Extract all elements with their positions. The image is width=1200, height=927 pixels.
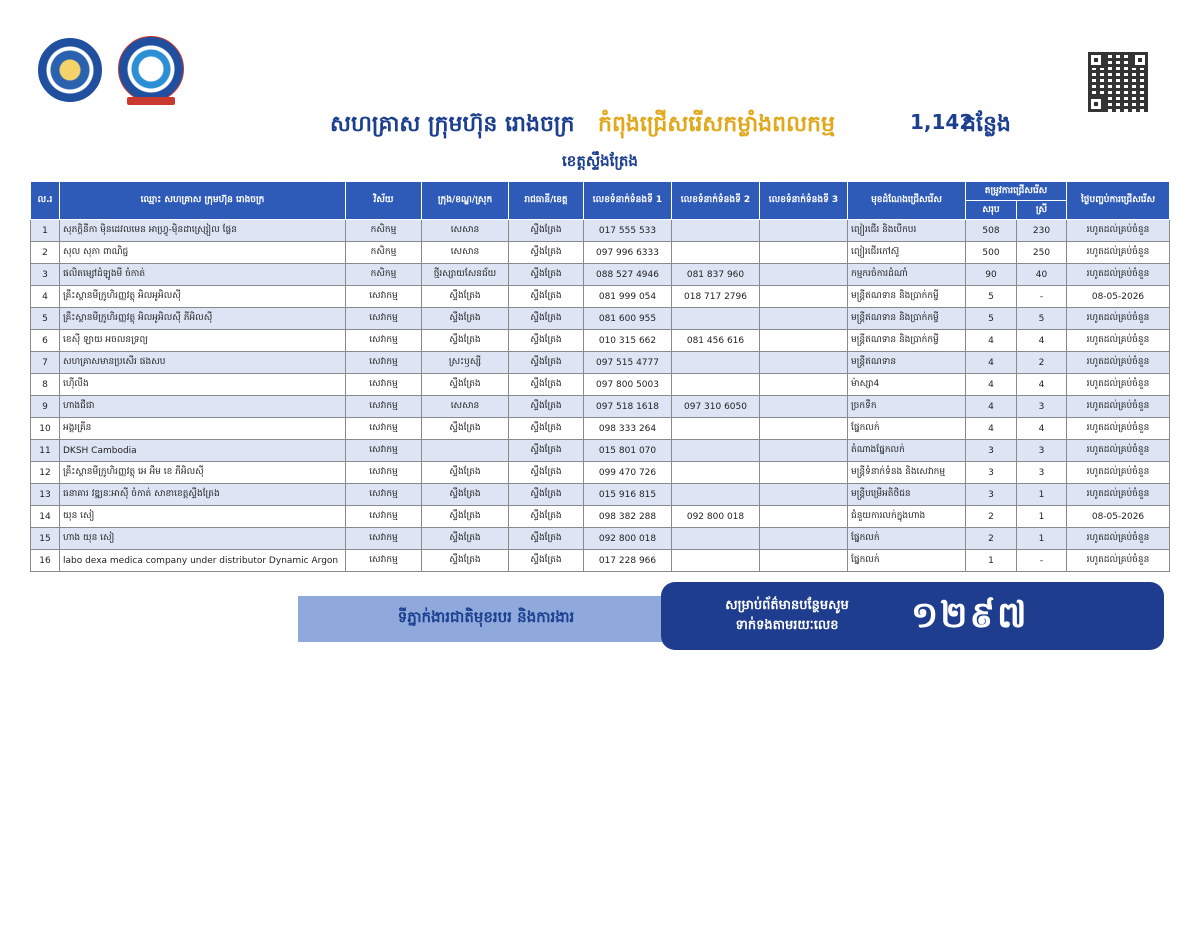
cell-district: ស្ទឹងត្រែង xyxy=(422,308,509,330)
cell-position: ច្រកទឹក xyxy=(848,396,966,418)
cell-district: ស្ទឹងត្រែង xyxy=(422,330,509,352)
cell-sector: សេវាកម្ម xyxy=(346,286,422,308)
cell-total: 4 xyxy=(966,352,1017,374)
cell-sector: សេវាកម្ម xyxy=(346,528,422,550)
cell-total: 3 xyxy=(966,484,1017,506)
cell-phone2 xyxy=(672,418,760,440)
cell-phone1: 098 333 264 xyxy=(584,418,672,440)
cell-phone2 xyxy=(672,220,760,242)
cell-sector: សេវាកម្ម xyxy=(346,330,422,352)
cell-position: ព្យៀរជើរកៅស៊ូ xyxy=(848,242,966,264)
cell-sector: សេវាកម្ម xyxy=(346,440,422,462)
cell-district: ស្រះឫស្សី xyxy=(422,352,509,374)
cell-province: ស្ទឹងត្រែង xyxy=(509,286,584,308)
cell-female: 230 xyxy=(1017,220,1067,242)
cell-sector: សេវាកម្ម xyxy=(346,506,422,528)
cell-province: ស្ទឹងត្រែង xyxy=(509,220,584,242)
cell-phone2 xyxy=(672,484,760,506)
qr-code-icon[interactable] xyxy=(1088,52,1148,112)
cell-name: គ្រឹះស្ថានមីក្រូហិរញ្ញវត្ថុ អេ អឹម ខេ ភីអិលស៊ី xyxy=(60,462,346,484)
cell-phone3 xyxy=(760,484,848,506)
cell-phone1: 015 916 815 xyxy=(584,484,672,506)
cell-sector: សេវាកម្ម xyxy=(346,396,422,418)
cell-phone3 xyxy=(760,528,848,550)
cell-position: ផ្នែកលក់ xyxy=(848,528,966,550)
cell-name: ហ៊ើលីង xyxy=(60,374,346,396)
cell-female: 3 xyxy=(1017,462,1067,484)
cell-district: ស្ទឹងត្រែង xyxy=(422,528,509,550)
cell-position: ព្យៀរជើរ និងបើកបរ xyxy=(848,220,966,242)
cell-total: 4 xyxy=(966,330,1017,352)
table-row xyxy=(31,506,1170,528)
cell-female: 5 xyxy=(1017,308,1067,330)
cell-phone3 xyxy=(760,462,848,484)
cell-deadline: រហូតដល់គ្រប់ចំនួន xyxy=(1067,440,1170,462)
title-count-unit: កន្លែង xyxy=(962,112,1011,137)
cell-province: ស្ទឹងត្រែង xyxy=(509,440,584,462)
cell-sector: សេវាកម្ម xyxy=(346,550,422,572)
cell-phone3 xyxy=(760,352,848,374)
nea-logo xyxy=(118,36,184,102)
cell-position: ផ្នែកលក់ xyxy=(848,550,966,572)
cell-no: 2 xyxy=(31,242,60,264)
header-phone1: លេខទំនាក់ទំនងទី 1 xyxy=(584,182,672,220)
cell-female: 4 xyxy=(1017,418,1067,440)
cell-district: សេសាន xyxy=(422,242,509,264)
table-row xyxy=(31,418,1170,440)
cell-female: 3 xyxy=(1017,396,1067,418)
cell-sector: កសិកម្ម xyxy=(346,264,422,286)
cell-phone1: 017 555 533 xyxy=(584,220,672,242)
cell-phone2 xyxy=(672,242,760,264)
cell-phone1: 098 382 288 xyxy=(584,506,672,528)
cell-position: ជំនួយការលក់ក្នុងហាង xyxy=(848,506,966,528)
cell-phone1: 081 600 955 xyxy=(584,308,672,330)
cell-deadline: រហូតដល់គ្រប់ចំនួន xyxy=(1067,418,1170,440)
cell-district xyxy=(422,440,509,462)
cell-no: 11 xyxy=(31,440,60,462)
table-row xyxy=(31,462,1170,484)
cell-province: ស្ទឹងត្រែង xyxy=(509,264,584,286)
cell-province: ស្ទឹងត្រែង xyxy=(509,550,584,572)
cell-province: ស្ទឹងត្រែង xyxy=(509,396,584,418)
table-row xyxy=(31,264,1170,286)
cell-total: 4 xyxy=(966,418,1017,440)
cell-no: 6 xyxy=(31,330,60,352)
cell-total: 2 xyxy=(966,506,1017,528)
cell-phone3 xyxy=(760,330,848,352)
cell-name: សុល សុភា ពាណិជ្ជ xyxy=(60,242,346,264)
cell-district: សេសាន xyxy=(422,220,509,242)
cell-sector: សេវាកម្ម xyxy=(346,308,422,330)
cell-province: ស្ទឹងត្រែង xyxy=(509,462,584,484)
header-deadline: ថ្ងៃបញ្ចប់ការជ្រើសរើស xyxy=(1067,182,1170,220)
cell-phone1: 081 999 054 xyxy=(584,286,672,308)
cell-name: អង្គរគ្រីន xyxy=(60,418,346,440)
header-phone2: លេខទំនាក់ទំនងទី 2 xyxy=(672,182,760,220)
cell-female: 4 xyxy=(1017,330,1067,352)
header-needs: តម្រូវការជ្រើសរើស xyxy=(966,182,1067,201)
table-row xyxy=(31,440,1170,462)
cell-deadline: រហូតដល់គ្រប់ចំនួន xyxy=(1067,396,1170,418)
cell-district: ស្ទឹងត្រែង xyxy=(422,506,509,528)
cell-position: មន្ត្រីទំនាក់ទំនង និងសេវាកម្ម xyxy=(848,462,966,484)
cell-no: 1 xyxy=(31,220,60,242)
cell-no: 9 xyxy=(31,396,60,418)
cell-total: 3 xyxy=(966,440,1017,462)
cell-phone3 xyxy=(760,440,848,462)
cell-no: 14 xyxy=(31,506,60,528)
cell-province: ស្ទឹងត្រែង xyxy=(509,418,584,440)
cell-sector: កសិកម្ម xyxy=(346,242,422,264)
table-row xyxy=(31,528,1170,550)
cell-district: ស្ទឹងត្រែង xyxy=(422,374,509,396)
cell-district: ស្ទឹងត្រែង xyxy=(422,484,509,506)
cell-deadline: រហូតដល់គ្រប់ចំនួន xyxy=(1067,528,1170,550)
cell-phone1: 010 315 662 xyxy=(584,330,672,352)
cell-phone2: 018 717 2796 xyxy=(672,286,760,308)
cell-sector: សេវាកម្ម xyxy=(346,418,422,440)
cell-total: 3 xyxy=(966,462,1017,484)
cell-phone1: 097 800 5003 xyxy=(584,374,672,396)
cell-phone3 xyxy=(760,396,848,418)
header-total: សរុប xyxy=(966,201,1017,220)
cell-no: 13 xyxy=(31,484,60,506)
table-row xyxy=(31,396,1170,418)
cell-total: 508 xyxy=(966,220,1017,242)
cell-phone1: 092 800 018 xyxy=(584,528,672,550)
cell-sector: សេវាកម្ម xyxy=(346,352,422,374)
cell-name: គ្រឹះស្ថានមីក្រូហិរញ្ញវត្ថុ អិលអូអិលស៊ី xyxy=(60,286,346,308)
cell-total: 4 xyxy=(966,396,1017,418)
table-row xyxy=(31,484,1170,506)
cell-name: labo dexa medica company under distributor Dynamic Argon xyxy=(60,550,346,572)
cell-phone2 xyxy=(672,374,760,396)
cell-female: 3 xyxy=(1017,440,1067,462)
cell-total: 2 xyxy=(966,528,1017,550)
cell-phone1: 097 996 6333 xyxy=(584,242,672,264)
ministry-emblem-logo xyxy=(38,38,102,102)
title-enterprises: សហគ្រាស ក្រុមហ៊ុន រោងចក្រ xyxy=(330,112,575,137)
table-row xyxy=(31,286,1170,308)
table-row xyxy=(31,352,1170,374)
cell-female: 250 xyxy=(1017,242,1067,264)
cell-female: 40 xyxy=(1017,264,1067,286)
cell-phone2: 097 310 6050 xyxy=(672,396,760,418)
cell-sector: សេវាកម្ម xyxy=(346,462,422,484)
cell-total: 5 xyxy=(966,308,1017,330)
table-row xyxy=(31,374,1170,396)
header-district: ក្រុង/ខណ្ឌ/ស្រុក xyxy=(422,182,509,220)
cell-no: 3 xyxy=(31,264,60,286)
cell-phone3 xyxy=(760,264,848,286)
cell-phone2 xyxy=(672,550,760,572)
job-vacancy-table xyxy=(30,181,1170,572)
cell-phone1: 097 518 1618 xyxy=(584,396,672,418)
cell-phone1: 099 470 726 xyxy=(584,462,672,484)
cell-no: 12 xyxy=(31,462,60,484)
cell-female: 1 xyxy=(1017,506,1067,528)
cell-province: ស្ទឹងត្រែង xyxy=(509,242,584,264)
cell-position: មន្ត្រីឥណទាន និងប្រាក់កម្ចី xyxy=(848,330,966,352)
cell-name: ហាង យុន សៀ xyxy=(60,528,346,550)
cell-position: មន្ត្រីឥណទាន និងប្រាក់កម្ចី xyxy=(848,308,966,330)
cell-phone2 xyxy=(672,462,760,484)
cell-deadline: រហូតដល់គ្រប់ចំនួន xyxy=(1067,242,1170,264)
cell-no: 7 xyxy=(31,352,60,374)
title-count: 1,142 xyxy=(910,110,974,134)
cell-phone1: 088 527 4946 xyxy=(584,264,672,286)
cell-phone3 xyxy=(760,220,848,242)
cell-name: សហគ្រាសមានប្រសើរ ផងសប xyxy=(60,352,346,374)
cell-deadline: រហូតដល់គ្រប់ចំនួន xyxy=(1067,220,1170,242)
cell-phone2 xyxy=(672,528,760,550)
cell-phone3 xyxy=(760,308,848,330)
cell-phone3 xyxy=(760,286,848,308)
cell-deadline: រហូតដល់គ្រប់ចំនួន xyxy=(1067,484,1170,506)
header-female: ស្រី xyxy=(1017,201,1067,220)
cell-deadline: រហូតដល់គ្រប់ចំនួន xyxy=(1067,462,1170,484)
cell-phone2 xyxy=(672,308,760,330)
cell-position: កម្មករចំការដំណាំ xyxy=(848,264,966,286)
cell-sector: សេវាកម្ម xyxy=(346,374,422,396)
province-subtitle: ខេត្តស្ទឹងត្រែង xyxy=(562,152,638,170)
cell-deadline: 08-05-2026 xyxy=(1067,506,1170,528)
cell-deadline: រហូតដល់គ្រប់ចំនួន xyxy=(1067,308,1170,330)
cell-name: ហាងជីជា xyxy=(60,396,346,418)
header-sector: វិស័យ xyxy=(346,182,422,220)
table-row xyxy=(31,550,1170,572)
cell-no: 5 xyxy=(31,308,60,330)
cell-female: 1 xyxy=(1017,528,1067,550)
cell-province: ស្ទឹងត្រែង xyxy=(509,528,584,550)
cell-name: យុន សៀ xyxy=(60,506,346,528)
cell-name: ផលិតម្សៅដំឡូងមី ចំកាត់ xyxy=(60,264,346,286)
cell-phone1: 097 515 4777 xyxy=(584,352,672,374)
cell-deadline: 08-05-2026 xyxy=(1067,286,1170,308)
cell-phone3 xyxy=(760,550,848,572)
cell-district: ស្ទឹងត្រែង xyxy=(422,462,509,484)
cell-position: តំណាងផ្នែកលក់ xyxy=(848,440,966,462)
cell-province: ស្ទឹងត្រែង xyxy=(509,308,584,330)
table-row xyxy=(31,220,1170,242)
table-row xyxy=(31,242,1170,264)
cell-deadline: រហូតដល់គ្រប់ចំនួន xyxy=(1067,550,1170,572)
header-name: ឈ្មោះ សហគ្រាស ក្រុមហ៊ុន រោងចក្រ xyxy=(60,182,346,220)
cell-sector: កសិកម្ម xyxy=(346,220,422,242)
cell-province: ស្ទឹងត្រែង xyxy=(509,352,584,374)
cell-total: 4 xyxy=(966,374,1017,396)
cell-female: 1 xyxy=(1017,484,1067,506)
hotline-note-line1: សម្រាប់ព័ត៌មានបន្ថែមសូម xyxy=(725,598,849,613)
cell-female: 4 xyxy=(1017,374,1067,396)
cell-total: 90 xyxy=(966,264,1017,286)
agency-banner: ទីភ្នាក់ងារជាតិមុខរបរ និងការងារ xyxy=(298,596,674,642)
cell-position: មន្ត្រីឥណទាន និងប្រាក់កម្ចី xyxy=(848,286,966,308)
cell-province: ស្ទឹងត្រែង xyxy=(509,506,584,528)
cell-district: ស្ទឹងត្រែង xyxy=(422,418,509,440)
cell-no: 15 xyxy=(31,528,60,550)
header-no: ល.រ xyxy=(31,182,60,220)
cell-phone2: 081 837 960 xyxy=(672,264,760,286)
cell-name: ខេស៊ី ឡាយ អចលនទ្រព្យ xyxy=(60,330,346,352)
cell-total: 500 xyxy=(966,242,1017,264)
cell-position: ផ្នែកលក់ xyxy=(848,418,966,440)
cell-female: 2 xyxy=(1017,352,1067,374)
cell-deadline: រហូតដល់គ្រប់ចំនួន xyxy=(1067,374,1170,396)
header-province: រាជធានី/ខេត្ត xyxy=(509,182,584,220)
cell-district: ស្ទឹងត្រែង xyxy=(422,550,509,572)
cell-phone2 xyxy=(672,440,760,462)
cell-phone1: 015 801 070 xyxy=(584,440,672,462)
cell-deadline: រហូតដល់គ្រប់ចំនួន xyxy=(1067,264,1170,286)
cell-no: 8 xyxy=(31,374,60,396)
cell-female: - xyxy=(1017,550,1067,572)
hotline-number[interactable]: ១២៩៧ xyxy=(911,595,1029,636)
cell-district: ស្ទឹងត្រែង xyxy=(422,286,509,308)
cell-phone2: 092 800 018 xyxy=(672,506,760,528)
cell-no: 16 xyxy=(31,550,60,572)
hotline-note xyxy=(687,596,887,636)
hotline-banner xyxy=(661,582,1164,650)
cell-position: មន្ត្រីបម្រើអតិថិជន xyxy=(848,484,966,506)
cell-phone2: 081 456 616 xyxy=(672,330,760,352)
cell-deadline: រហូតដល់គ្រប់ចំនួន xyxy=(1067,330,1170,352)
cell-district: ថ្មីរស្សាយសែនជ័យ xyxy=(422,264,509,286)
cell-deadline: រហូតដល់គ្រប់ចំនួន xyxy=(1067,352,1170,374)
cell-phone2 xyxy=(672,352,760,374)
cell-female: - xyxy=(1017,286,1067,308)
cell-province: ស្ទឹងត្រែង xyxy=(509,330,584,352)
cell-total: 1 xyxy=(966,550,1017,572)
cell-phone3 xyxy=(760,506,848,528)
cell-province: ស្ទឹងត្រែង xyxy=(509,484,584,506)
cell-sector: សេវាកម្ម xyxy=(346,484,422,506)
title-recruiting: កំពុងជ្រើសរើសកម្លាំងពលកម្ម xyxy=(598,112,835,137)
cell-total: 5 xyxy=(966,286,1017,308)
cell-district: សេសាន xyxy=(422,396,509,418)
cell-phone3 xyxy=(760,242,848,264)
cell-phone3 xyxy=(760,418,848,440)
cell-no: 10 xyxy=(31,418,60,440)
cell-no: 4 xyxy=(31,286,60,308)
cell-province: ស្ទឹងត្រែង xyxy=(509,374,584,396)
table-row xyxy=(31,308,1170,330)
cell-name: គ្រឹះស្ថានមីក្រូហិរញ្ញវត្ថុ អិលអូអិលស៊ី ភីអិលស៊ី xyxy=(60,308,346,330)
cell-position: ម៉ាស្សា4 xyxy=(848,374,966,396)
cell-phone3 xyxy=(760,374,848,396)
cell-name: DKSH Cambodia xyxy=(60,440,346,462)
cell-phone1: 017 228 966 xyxy=(584,550,672,572)
hotline-note-line2: ទាក់ទងតាមរយៈលេខ xyxy=(735,618,839,633)
cell-name: សុភក្តិនីកា ម៉ិនដេវលមេន អាហ្វ្រូ-ម៉ិនដាស្ស្រៀល ផ្លែន xyxy=(60,220,346,242)
header-phone3: លេខទំនាក់ទំនងទី 3 xyxy=(760,182,848,220)
table-row xyxy=(31,330,1170,352)
header-position: មុខដំណែងជ្រើសរើស xyxy=(848,182,966,220)
cell-name: ធនាគារ វឌ្ឍនៈអាស៊ី ចំកាត់ សាខាខេត្តស្ទឹងត្រែង xyxy=(60,484,346,506)
cell-position: មន្ត្រីឥណទាន xyxy=(848,352,966,374)
